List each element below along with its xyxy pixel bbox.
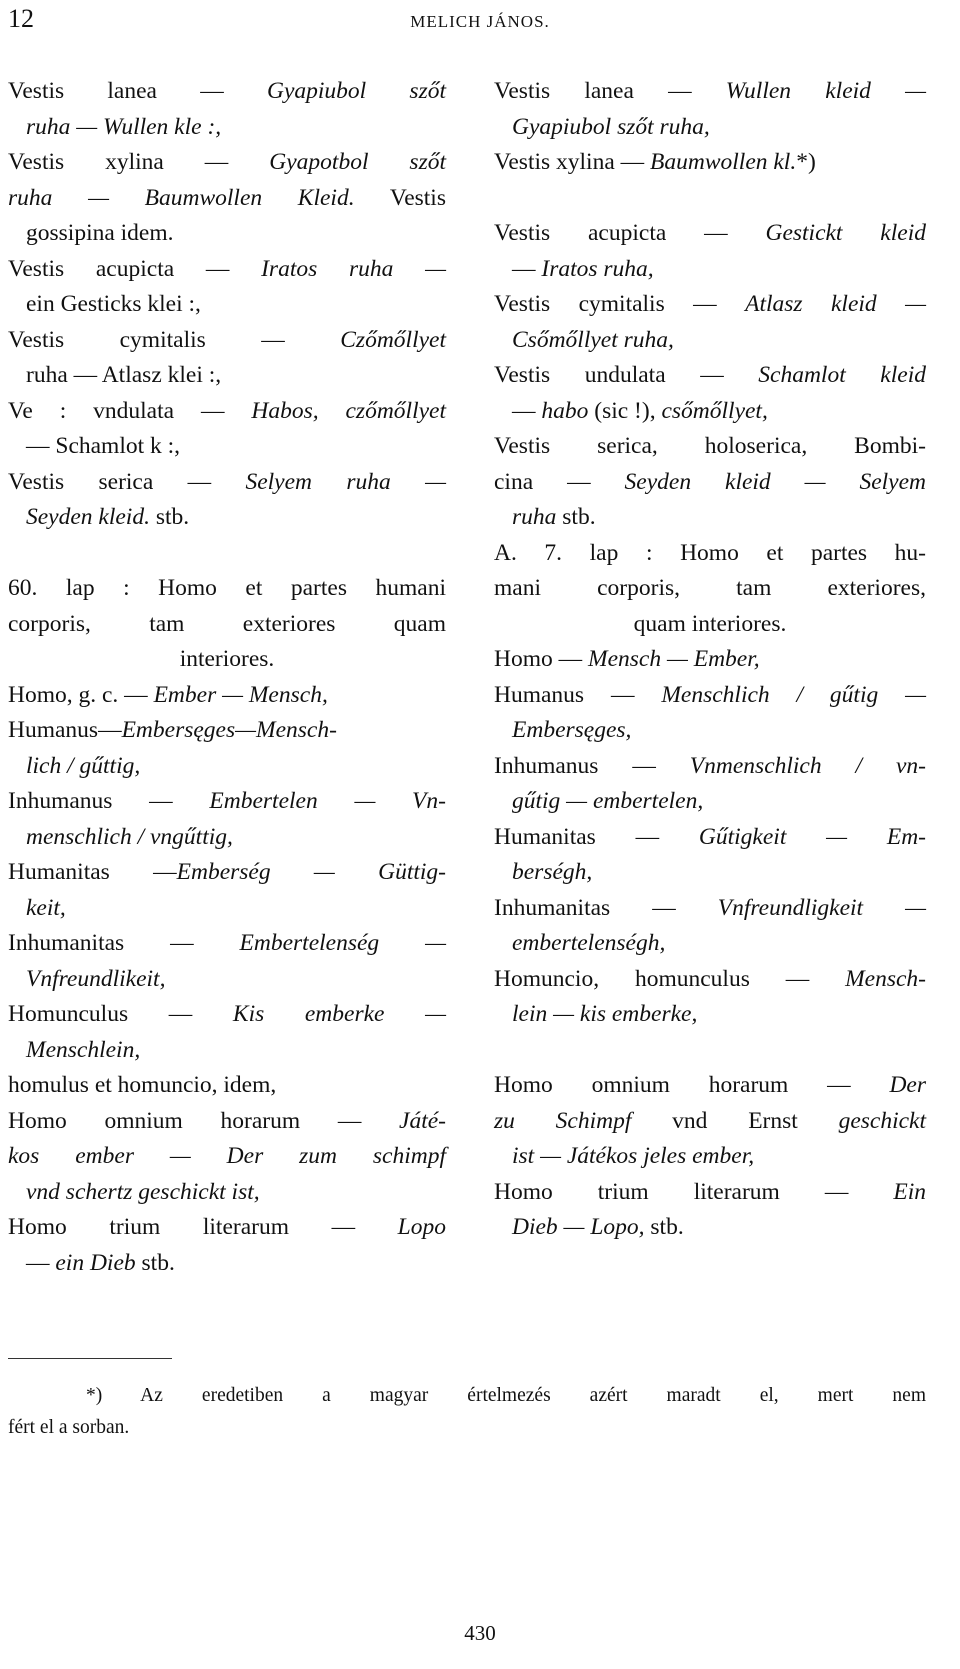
blank-line (494, 181, 926, 217)
text-line (494, 287, 926, 323)
italic-text: Der (889, 1072, 926, 1098)
italic-text: Dieb — Lopo, (512, 1214, 645, 1240)
italic-text: kos ember — Der zum schimpf (8, 1143, 446, 1169)
roman-text: Vestis (354, 184, 446, 211)
italic-text: Vnmenschlich / vn- (689, 752, 927, 779)
italic-text: zu Schimpf (494, 1107, 632, 1134)
text-line (494, 997, 926, 1033)
roman-text: Vestis xylina — (8, 149, 270, 175)
roman-text: gossipina idem. (26, 220, 174, 246)
text-line (8, 358, 446, 394)
italic-text: Iratos ruha, (541, 255, 654, 282)
text-line (494, 429, 926, 465)
roman-text: — (26, 1249, 56, 1276)
italic-text: lich / gűttig, (26, 752, 141, 779)
text-line (8, 962, 446, 998)
roman-text: Vestis lanea — (8, 78, 267, 104)
roman-text: — (512, 255, 542, 282)
text-line (8, 1068, 446, 1104)
italic-text: ruha — Baumwollen Kleid. (8, 184, 355, 211)
roman-text: Humanitas — (494, 823, 699, 850)
roman-text: Vestis xylina — (494, 149, 651, 175)
roman-text: Vestis cymitalis — (494, 291, 746, 317)
italic-text: Baumwollen kl. (650, 149, 797, 175)
roman-text: Homo omnium horarum — (494, 1072, 890, 1098)
right-column (494, 74, 926, 1246)
text-line (494, 74, 926, 110)
roman-text: — (26, 433, 56, 459)
roman-text: Inhumanitas — (494, 894, 718, 921)
text-line (8, 1104, 446, 1140)
text-line (494, 1210, 926, 1246)
text-line (494, 358, 926, 394)
text-line (8, 571, 446, 607)
italic-text: Kis emberke — (232, 1001, 446, 1027)
italic-text: Embersęges—Mensch- (121, 717, 337, 743)
roman-text: Homo trium literarum — (8, 1214, 398, 1240)
roman-text: ruha — Atlasz klei : (26, 362, 216, 388)
italic-text: embertelenségh, (512, 930, 666, 956)
roman-text: stb. (149, 504, 190, 530)
roman-text: Inhumanitas — (8, 930, 240, 956)
text-line (494, 323, 926, 359)
text-line (8, 394, 446, 430)
roman-text: Humanitas — (8, 859, 177, 885)
text-line (494, 145, 926, 181)
italic-text: vnd schertz geschickt ist, (26, 1178, 260, 1205)
text-line (494, 465, 926, 501)
roman-text: Humanus — (494, 681, 662, 708)
italic-text: Iratos ruha — (261, 255, 446, 282)
text-line (494, 1175, 926, 1211)
roman-text: mani corporis, tam exteriores, (494, 575, 926, 601)
text-line (8, 110, 446, 146)
italic-text: Mensch — Ember, (588, 646, 760, 672)
italic-text: Vnfreundligkeit — (717, 894, 926, 921)
italic-text: Emberség — Güttig- (176, 859, 446, 885)
italic-text: csőmőllyet, (661, 397, 768, 424)
italic-text: Vnfreundlikeit, (26, 965, 166, 992)
text-line (494, 394, 926, 430)
roman-text: Vestis lanea — (494, 78, 726, 104)
roman-text: , (174, 433, 181, 459)
roman-text: ein Gesticks klei : (26, 291, 196, 317)
italic-text: keit, (26, 894, 66, 921)
italic-text: ist — Játékos jeles ember, (512, 1143, 755, 1169)
italic-text: ruha — Wullen kle :, (26, 113, 222, 140)
text-line (8, 642, 446, 678)
roman-text: , (195, 291, 201, 317)
roman-text: Homo — (494, 646, 588, 672)
italic-text: Habos, czőmőllyet (251, 397, 446, 424)
text-line (494, 500, 926, 536)
blank-line (494, 1033, 926, 1069)
text-line (8, 74, 446, 110)
roman-text: stb. (644, 1214, 684, 1240)
text-line (8, 855, 446, 891)
italic-text: Seyden kleid. (26, 504, 150, 530)
roman-text: Inhumanus — (8, 788, 210, 814)
text-line (494, 891, 926, 927)
text-line (494, 642, 926, 678)
text-line (494, 820, 926, 856)
roman-text: Inhumanus — (494, 752, 690, 779)
italic-text: Czőmőllyet (340, 326, 446, 353)
italic-text: Csőmőllyet ruha, (512, 326, 674, 353)
italic-text: ruha (512, 504, 557, 530)
footnote-line: *) Az eredetiben a magyar értelmezés azért maradt el, mert nem (86, 1385, 926, 1406)
roman-text: vnd Ernst (631, 1107, 839, 1134)
text-line (8, 1139, 446, 1175)
roman-text: stb. (135, 1249, 175, 1276)
text-line (8, 820, 446, 856)
italic-text: Atlasz kleid — (745, 291, 926, 317)
roman-text: corporis, tam exteriores quam (8, 610, 446, 637)
running-head: MELICH JÁNOS. (410, 12, 550, 31)
italic-text: Játé- (399, 1107, 446, 1134)
text-line (8, 500, 446, 536)
text-line (8, 1246, 446, 1282)
italic-text: ein Dieb (55, 1249, 136, 1276)
italic-text: Embertelen — Vn- (209, 788, 446, 814)
roman-text: (sic !), (588, 397, 662, 424)
text-line (494, 571, 926, 607)
italic-text: berségh, (512, 859, 593, 885)
italic-text: Gűtigkeit — Em- (698, 823, 926, 850)
text-line (8, 1175, 446, 1211)
text-line (494, 252, 926, 288)
italic-text: gűtig — embertelen, (512, 788, 704, 814)
text-line (494, 926, 926, 962)
text-line (8, 145, 446, 181)
italic-text: Menschlich / gűtig — (661, 681, 926, 708)
roman-text: quam interiores. (633, 610, 787, 637)
roman-text: Ve : vndulata — (8, 397, 252, 424)
text-line (8, 749, 446, 785)
roman-text: Homuncio, homunculus — (494, 965, 846, 992)
text-line (8, 1033, 446, 1069)
italic-text: geschickt (838, 1107, 927, 1134)
roman-text: Vestis serica — (8, 468, 246, 495)
italic-text: lein — kis emberke, (512, 1001, 698, 1027)
roman-text: Vestis cymitalis — (8, 326, 341, 353)
italic-text: menschlich / vngűttig, (26, 823, 233, 850)
text-line (8, 252, 446, 288)
italic-text: Lopo (397, 1214, 446, 1240)
page-header (8, 4, 952, 44)
roman-text: homulus et homuncio, idem, (8, 1072, 277, 1098)
text-line (494, 678, 926, 714)
roman-text: Vestis acupicta — (8, 255, 262, 282)
text-line (494, 1068, 926, 1104)
roman-text: A. 7. lap : Homo et partes hu- (494, 539, 926, 566)
italic-text: Ein (893, 1178, 926, 1205)
roman-text: Schamlot k : (55, 433, 175, 459)
text-line (8, 784, 446, 820)
text-line (494, 784, 926, 820)
roman-text: interiores. (179, 646, 275, 672)
italic-text: Gyapiubol szőt ruha, (512, 113, 710, 140)
roman-text: 60. lap : Homo et partes humani (8, 575, 446, 601)
roman-text: , (215, 362, 222, 388)
text-line (8, 607, 446, 643)
italic-text: Wullen kleid — (725, 78, 926, 104)
text-line (8, 181, 446, 217)
roman-text: Humanus— (8, 717, 122, 743)
text-line (8, 678, 446, 714)
text-line (8, 429, 446, 465)
italic-text: Mensch- (845, 965, 926, 992)
roman-text: Homunculus — (8, 1001, 233, 1027)
text-line (8, 465, 446, 501)
left-column (8, 74, 446, 1281)
footnote-line: fért el a sorban. (8, 1417, 130, 1438)
text-line (8, 287, 446, 323)
text-line (494, 607, 926, 643)
roman-text: cina — (494, 468, 625, 495)
roman-text: Homo, g. c. — (8, 681, 154, 708)
italic-text: Menschlein, (26, 1036, 141, 1063)
text-line (8, 1210, 446, 1246)
text-line (494, 962, 926, 998)
roman-text: *) (796, 149, 816, 175)
roman-text: Vestis serica, holoserica, Bombi- (494, 433, 926, 459)
italic-text: Selyem ruha — (245, 468, 446, 495)
italic-text: Ember — Mensch, (153, 681, 328, 708)
italic-text: habo (541, 397, 589, 424)
text-line (8, 926, 446, 962)
roman-text: — (512, 397, 542, 424)
footnote-rule (8, 1358, 172, 1359)
text-line (494, 536, 926, 572)
text-line (494, 1139, 926, 1175)
italic-text: Schamlot kleid (758, 362, 926, 388)
italic-text: Embersęges, (512, 717, 632, 743)
text-line (8, 891, 446, 927)
roman-text: Homo trium literarum — (494, 1178, 894, 1205)
footnote (8, 1380, 926, 1444)
roman-text: Homo omnium horarum — (8, 1107, 400, 1134)
text-line (494, 110, 926, 146)
folio-number: 430 (464, 1621, 496, 1645)
text-line (8, 997, 446, 1033)
text-line (494, 713, 926, 749)
italic-text: Gyapiubol szőt (266, 78, 446, 104)
roman-text: stb. (556, 504, 596, 530)
roman-text: Vestis acupicta — (494, 220, 766, 246)
text-line (8, 216, 446, 252)
text-line (494, 749, 926, 785)
text-line (8, 713, 446, 749)
roman-text: Vestis undulata — (494, 362, 759, 388)
italic-text: Embertelenség — (239, 930, 446, 956)
text-line (494, 1104, 926, 1140)
text-line (8, 323, 446, 359)
italic-text: Seyden kleid — Selyem (624, 468, 926, 495)
italic-text: Gyapotbol szőt (269, 149, 447, 175)
blank-line (8, 536, 446, 572)
text-line (494, 216, 926, 252)
italic-text: Gestickt kleid (765, 220, 926, 246)
page-number: 12 (8, 4, 34, 33)
text-line (494, 855, 926, 891)
